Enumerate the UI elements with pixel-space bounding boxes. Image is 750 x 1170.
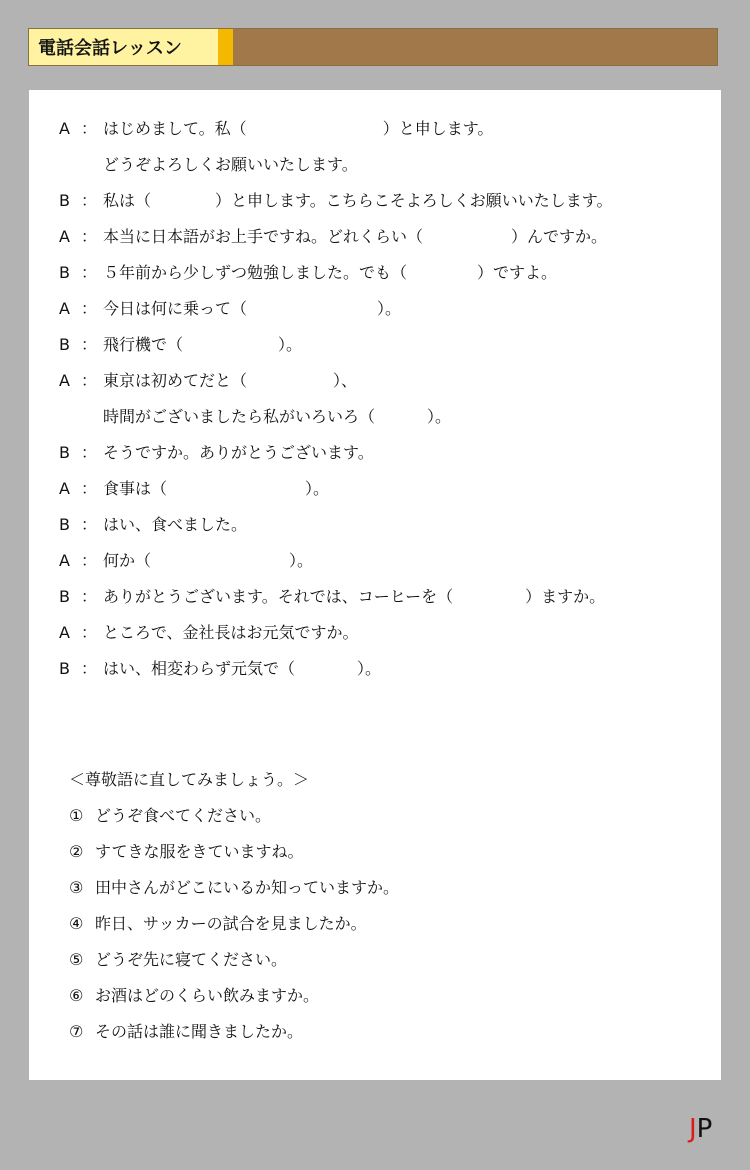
speaker-label: A bbox=[59, 623, 70, 642]
line-text bbox=[103, 657, 381, 681]
line-text-before: 今日は何に乗って（ bbox=[103, 299, 248, 318]
exercise-item bbox=[69, 804, 689, 840]
speaker-colon: ： bbox=[80, 551, 97, 570]
dialogue-line bbox=[59, 153, 699, 189]
line-text-before: 何か（ bbox=[103, 551, 152, 570]
dialogue-line bbox=[59, 333, 699, 369]
jp-logo bbox=[689, 1113, 712, 1145]
header-decor-bar bbox=[233, 29, 717, 65]
dialogue-line bbox=[59, 297, 699, 333]
speaker-label: A bbox=[59, 299, 70, 318]
dialogue-line bbox=[59, 441, 699, 477]
line-text bbox=[103, 513, 247, 537]
speaker-label: B bbox=[59, 443, 70, 462]
dialogue-line bbox=[59, 189, 699, 225]
lesson-title: 電話会話レッスン bbox=[29, 29, 218, 65]
speaker-label: B bbox=[59, 191, 70, 210]
speaker-label: B bbox=[59, 335, 70, 354]
speaker-label: B bbox=[59, 587, 70, 606]
exercise-text: その話は誰に聞きましたか。 bbox=[95, 1022, 304, 1041]
line-text bbox=[103, 549, 313, 573]
line-text-before: 私は（ bbox=[103, 191, 152, 210]
line-text bbox=[103, 297, 401, 321]
speaker-colon: ： bbox=[80, 479, 97, 498]
line-text-before: 時間がございましたら私がいろいろ（ bbox=[103, 407, 376, 426]
line-text bbox=[103, 441, 374, 465]
exercise-number: ⑦ bbox=[69, 1022, 84, 1041]
line-text bbox=[103, 333, 302, 357]
line-text-after: ）。 bbox=[427, 407, 452, 426]
speaker-label: B bbox=[59, 659, 70, 678]
dialogue-line bbox=[59, 513, 699, 549]
exercise-section bbox=[69, 768, 689, 1056]
line-text bbox=[103, 621, 359, 645]
speaker-colon: ： bbox=[80, 335, 97, 354]
line-text-after: ）んですか。 bbox=[511, 227, 608, 246]
line-text-before: はい、食べました。 bbox=[103, 515, 248, 534]
speaker-colon: ： bbox=[80, 119, 97, 138]
line-text bbox=[103, 117, 493, 141]
line-text-before: 東京は初めてだと（ bbox=[103, 371, 248, 390]
line-text bbox=[103, 477, 329, 501]
line-text bbox=[103, 369, 357, 393]
speaker-colon: ： bbox=[80, 587, 97, 606]
exercise-text: どうぞ先に寝てください。 bbox=[95, 950, 288, 969]
line-text-before: 食事は（ bbox=[103, 479, 168, 498]
speaker-colon: ： bbox=[80, 515, 97, 534]
line-text-before: 飛行機で（ bbox=[103, 335, 184, 354]
line-text-after: ）。 bbox=[289, 551, 314, 570]
exercise-number: ① bbox=[69, 806, 84, 825]
line-text-after: ）ですよ。 bbox=[477, 263, 558, 282]
exercise-number: ⑤ bbox=[69, 950, 84, 969]
exercise-text: どうぞ食べてください。 bbox=[95, 806, 272, 825]
dialogue-line bbox=[59, 225, 699, 261]
line-text-after: ）と申します。こちらこそよろしくお願いいたします。 bbox=[215, 191, 613, 210]
dialogue-line bbox=[59, 261, 699, 297]
line-text-after: ）。 bbox=[357, 659, 382, 678]
line-text-after: ）と申します。 bbox=[382, 119, 494, 138]
exercise-item bbox=[69, 840, 689, 876]
exercise-text: 昨日、サッカーの試合を見ましたか。 bbox=[95, 914, 367, 933]
line-text-before: ありがとうございます。それでは、コーヒーを（ bbox=[103, 587, 454, 606]
dialogue-line bbox=[59, 585, 699, 621]
speaker-colon: ： bbox=[80, 443, 97, 462]
exercise-item bbox=[69, 948, 689, 984]
exercise-item bbox=[69, 912, 689, 948]
exercise-number: ④ bbox=[69, 914, 84, 933]
speaker-colon: ： bbox=[80, 371, 97, 390]
exercise-text: すてきな服をきていますね。 bbox=[95, 842, 304, 861]
exercise-text: お酒はどのくらい飲みますか。 bbox=[95, 986, 320, 1005]
line-text-before: どうぞよろしくお願いいたします。 bbox=[103, 155, 358, 174]
exercise-heading: ＜尊敬語に直してみましょう。＞ bbox=[69, 770, 310, 789]
line-text-after: ）、 bbox=[333, 371, 358, 390]
speaker-label: B bbox=[59, 263, 70, 282]
speaker-label: A bbox=[59, 119, 70, 138]
exercise-item bbox=[69, 876, 689, 912]
line-text-after: ）ますか。 bbox=[525, 587, 606, 606]
line-text-before: 本当に日本語がお上手ですね。どれくらい（ bbox=[103, 227, 424, 246]
dialogue-line bbox=[59, 477, 699, 513]
exercise-item bbox=[69, 1020, 689, 1056]
dialogue-line bbox=[59, 117, 699, 153]
exercise-number: ⑥ bbox=[69, 986, 84, 1005]
line-text-before: はい、相変わらず元気で（ bbox=[103, 659, 296, 678]
speaker-label: A bbox=[59, 227, 70, 246]
line-text-before: ５年前から少しずつ勉強しました。でも（ bbox=[103, 263, 408, 282]
speaker-label: B bbox=[59, 515, 70, 534]
line-text bbox=[103, 225, 607, 249]
logo-letter-j: J bbox=[689, 1114, 697, 1144]
speaker-label: A bbox=[59, 371, 70, 390]
line-text bbox=[103, 585, 605, 609]
dialogue-line bbox=[59, 405, 699, 441]
logo-letter-p: P bbox=[696, 1114, 713, 1144]
speaker-colon: ： bbox=[80, 659, 97, 678]
lesson-header bbox=[28, 28, 718, 66]
line-text-before: ところで、金社長はお元気ですか。 bbox=[103, 623, 359, 642]
dialogue-section bbox=[59, 117, 699, 693]
speaker-colon: ： bbox=[80, 227, 97, 246]
speaker-colon: ： bbox=[80, 299, 97, 318]
speaker-label: A bbox=[59, 551, 70, 570]
speaker-colon: ： bbox=[80, 191, 97, 210]
speaker-colon: ： bbox=[80, 623, 97, 642]
dialogue-line bbox=[59, 621, 699, 657]
line-text-before: そうですか。ありがとうございます。 bbox=[103, 443, 374, 462]
dialogue-line bbox=[59, 549, 699, 585]
line-text-after: ）。 bbox=[377, 299, 402, 318]
line-text bbox=[103, 153, 358, 177]
dialogue-line bbox=[59, 657, 699, 693]
line-text-after: ）。 bbox=[278, 335, 303, 354]
line-text-after: ）。 bbox=[305, 479, 330, 498]
worksheet-card bbox=[29, 90, 721, 1080]
exercise-item bbox=[69, 984, 689, 1020]
speaker-label: A bbox=[59, 479, 70, 498]
line-text-before: はじめまして。私（ bbox=[103, 119, 247, 138]
speaker-colon: ： bbox=[80, 263, 97, 282]
line-text bbox=[103, 405, 451, 429]
dialogue-line bbox=[59, 369, 699, 405]
exercise-text: 田中さんがどこにいるか知っていますか。 bbox=[95, 878, 400, 897]
line-text bbox=[103, 261, 557, 285]
exercise-number: ② bbox=[69, 842, 84, 861]
exercise-number: ③ bbox=[69, 878, 84, 897]
header-accent-bar bbox=[218, 29, 233, 65]
line-text bbox=[103, 189, 612, 213]
